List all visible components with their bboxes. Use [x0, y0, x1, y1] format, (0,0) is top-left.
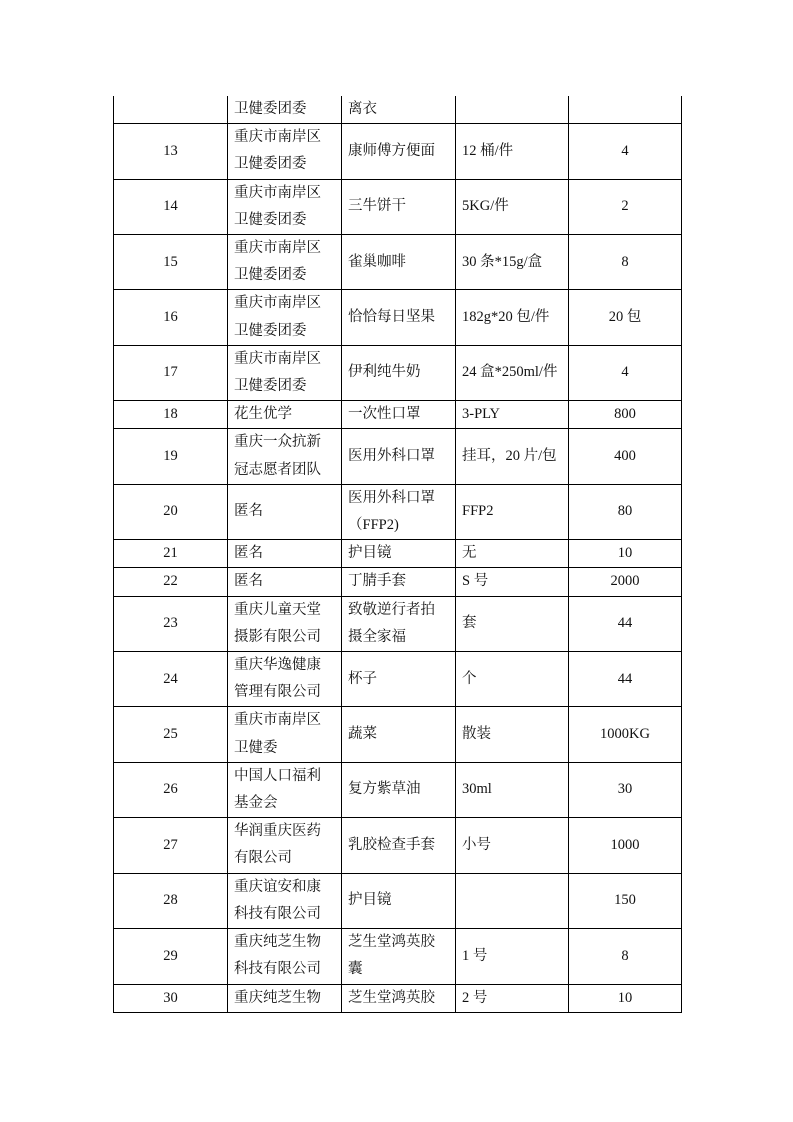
table-row	[114, 984, 682, 1012]
cell-spec: 5KG/件	[456, 179, 569, 234]
table-row	[114, 96, 682, 124]
cell-donor: 华润重庆医药 有限公司	[228, 818, 342, 873]
cell-qty: 80	[569, 484, 682, 539]
cell-no: 20	[114, 484, 228, 539]
cell-no: 28	[114, 873, 228, 928]
cell-donor: 重庆谊安和康 科技有限公司	[228, 873, 342, 928]
cell-no: 24	[114, 652, 228, 707]
cell-no: 30	[114, 984, 228, 1012]
cell-no: 18	[114, 401, 228, 429]
cell-no: 13	[114, 124, 228, 179]
cell-qty: 4	[569, 124, 682, 179]
table-body	[114, 96, 682, 1012]
cell-donor: 重庆华逸健康 管理有限公司	[228, 652, 342, 707]
cell-qty: 30	[569, 762, 682, 817]
table-row	[114, 707, 682, 762]
table-row	[114, 401, 682, 429]
table-row	[114, 818, 682, 873]
cell-qty: 400	[569, 429, 682, 484]
cell-qty: 44	[569, 652, 682, 707]
table-row	[114, 568, 682, 596]
cell-qty: 150	[569, 873, 682, 928]
cell-spec: 3-PLY	[456, 401, 569, 429]
table-row	[114, 929, 682, 984]
cell-item: 离衣	[342, 96, 456, 124]
cell-qty: 10	[569, 540, 682, 568]
cell-no: 25	[114, 707, 228, 762]
table-row	[114, 762, 682, 817]
cell-item: 芝生堂鸿英胶 囊	[342, 929, 456, 984]
cell-no	[114, 96, 228, 124]
cell-no: 14	[114, 179, 228, 234]
cell-item: 一次性口罩	[342, 401, 456, 429]
cell-spec: 30ml	[456, 762, 569, 817]
cell-donor: 重庆市南岸区 卫健委团委	[228, 124, 342, 179]
cell-spec: FFP2	[456, 484, 569, 539]
cell-no: 19	[114, 429, 228, 484]
table-row	[114, 179, 682, 234]
cell-item: 乳胶检查手套	[342, 818, 456, 873]
cell-item: 伊利纯牛奶	[342, 345, 456, 400]
cell-spec: 30 条*15g/盒	[456, 235, 569, 290]
cell-donor: 花生优学	[228, 401, 342, 429]
table-row	[114, 290, 682, 345]
donation-table	[113, 96, 682, 1013]
cell-item: 致敬逆行者拍 摄全家福	[342, 596, 456, 651]
cell-spec	[456, 96, 569, 124]
cell-spec: 无	[456, 540, 569, 568]
cell-item: 康师傅方便面	[342, 124, 456, 179]
cell-donor: 匿名	[228, 484, 342, 539]
table-row	[114, 235, 682, 290]
cell-item: 三牛饼干	[342, 179, 456, 234]
cell-qty: 4	[569, 345, 682, 400]
cell-qty	[569, 96, 682, 124]
cell-qty: 2000	[569, 568, 682, 596]
table-row	[114, 429, 682, 484]
cell-spec: 2 号	[456, 984, 569, 1012]
cell-item: 医用外科口罩	[342, 429, 456, 484]
cell-donor: 卫健委团委	[228, 96, 342, 124]
table-row	[114, 540, 682, 568]
table-row	[114, 345, 682, 400]
table-row	[114, 484, 682, 539]
cell-spec: 散装	[456, 707, 569, 762]
cell-item: 护目镜	[342, 540, 456, 568]
cell-donor: 重庆市南岸区 卫健委团委	[228, 235, 342, 290]
cell-spec	[456, 873, 569, 928]
cell-qty: 2	[569, 179, 682, 234]
cell-spec: 12 桶/件	[456, 124, 569, 179]
table-row	[114, 652, 682, 707]
cell-item: 恰恰每日坚果	[342, 290, 456, 345]
cell-spec: 套	[456, 596, 569, 651]
cell-donor: 重庆儿童天堂 摄影有限公司	[228, 596, 342, 651]
table-row	[114, 596, 682, 651]
cell-qty: 1000	[569, 818, 682, 873]
cell-spec: 24 盒*250ml/件	[456, 345, 569, 400]
cell-no: 23	[114, 596, 228, 651]
cell-donor: 中国人口福利 基金会	[228, 762, 342, 817]
cell-donor: 重庆市南岸区 卫健委	[228, 707, 342, 762]
cell-spec: 1 号	[456, 929, 569, 984]
cell-item: 芝生堂鸿英胶	[342, 984, 456, 1012]
cell-donor: 重庆一众抗新 冠志愿者团队	[228, 429, 342, 484]
cell-spec: S 号	[456, 568, 569, 596]
cell-spec: 挂耳，20 片/包	[456, 429, 569, 484]
cell-qty: 44	[569, 596, 682, 651]
cell-no: 22	[114, 568, 228, 596]
cell-no: 15	[114, 235, 228, 290]
cell-qty: 8	[569, 235, 682, 290]
cell-item: 杯子	[342, 652, 456, 707]
cell-spec: 个	[456, 652, 569, 707]
cell-donor: 重庆纯芝生物 科技有限公司	[228, 929, 342, 984]
cell-item: 丁腈手套	[342, 568, 456, 596]
cell-donor: 重庆纯芝生物	[228, 984, 342, 1012]
cell-qty: 1000KG	[569, 707, 682, 762]
cell-no: 17	[114, 345, 228, 400]
cell-no: 21	[114, 540, 228, 568]
cell-item: 复方紫草油	[342, 762, 456, 817]
cell-qty: 800	[569, 401, 682, 429]
cell-qty: 20 包	[569, 290, 682, 345]
cell-donor: 重庆市南岸区 卫健委团委	[228, 179, 342, 234]
table-row	[114, 873, 682, 928]
cell-no: 29	[114, 929, 228, 984]
cell-donor: 重庆市南岸区 卫健委团委	[228, 290, 342, 345]
cell-no: 16	[114, 290, 228, 345]
cell-donor: 匿名	[228, 568, 342, 596]
cell-qty: 8	[569, 929, 682, 984]
cell-no: 27	[114, 818, 228, 873]
cell-donor: 重庆市南岸区 卫健委团委	[228, 345, 342, 400]
table-row	[114, 124, 682, 179]
cell-item: 医用外科口罩 （FFP2)	[342, 484, 456, 539]
cell-donor: 匿名	[228, 540, 342, 568]
cell-item: 雀巢咖啡	[342, 235, 456, 290]
cell-item: 护目镜	[342, 873, 456, 928]
cell-item: 蔬菜	[342, 707, 456, 762]
cell-spec: 182g*20 包/件	[456, 290, 569, 345]
cell-qty: 10	[569, 984, 682, 1012]
cell-spec: 小号	[456, 818, 569, 873]
cell-no: 26	[114, 762, 228, 817]
